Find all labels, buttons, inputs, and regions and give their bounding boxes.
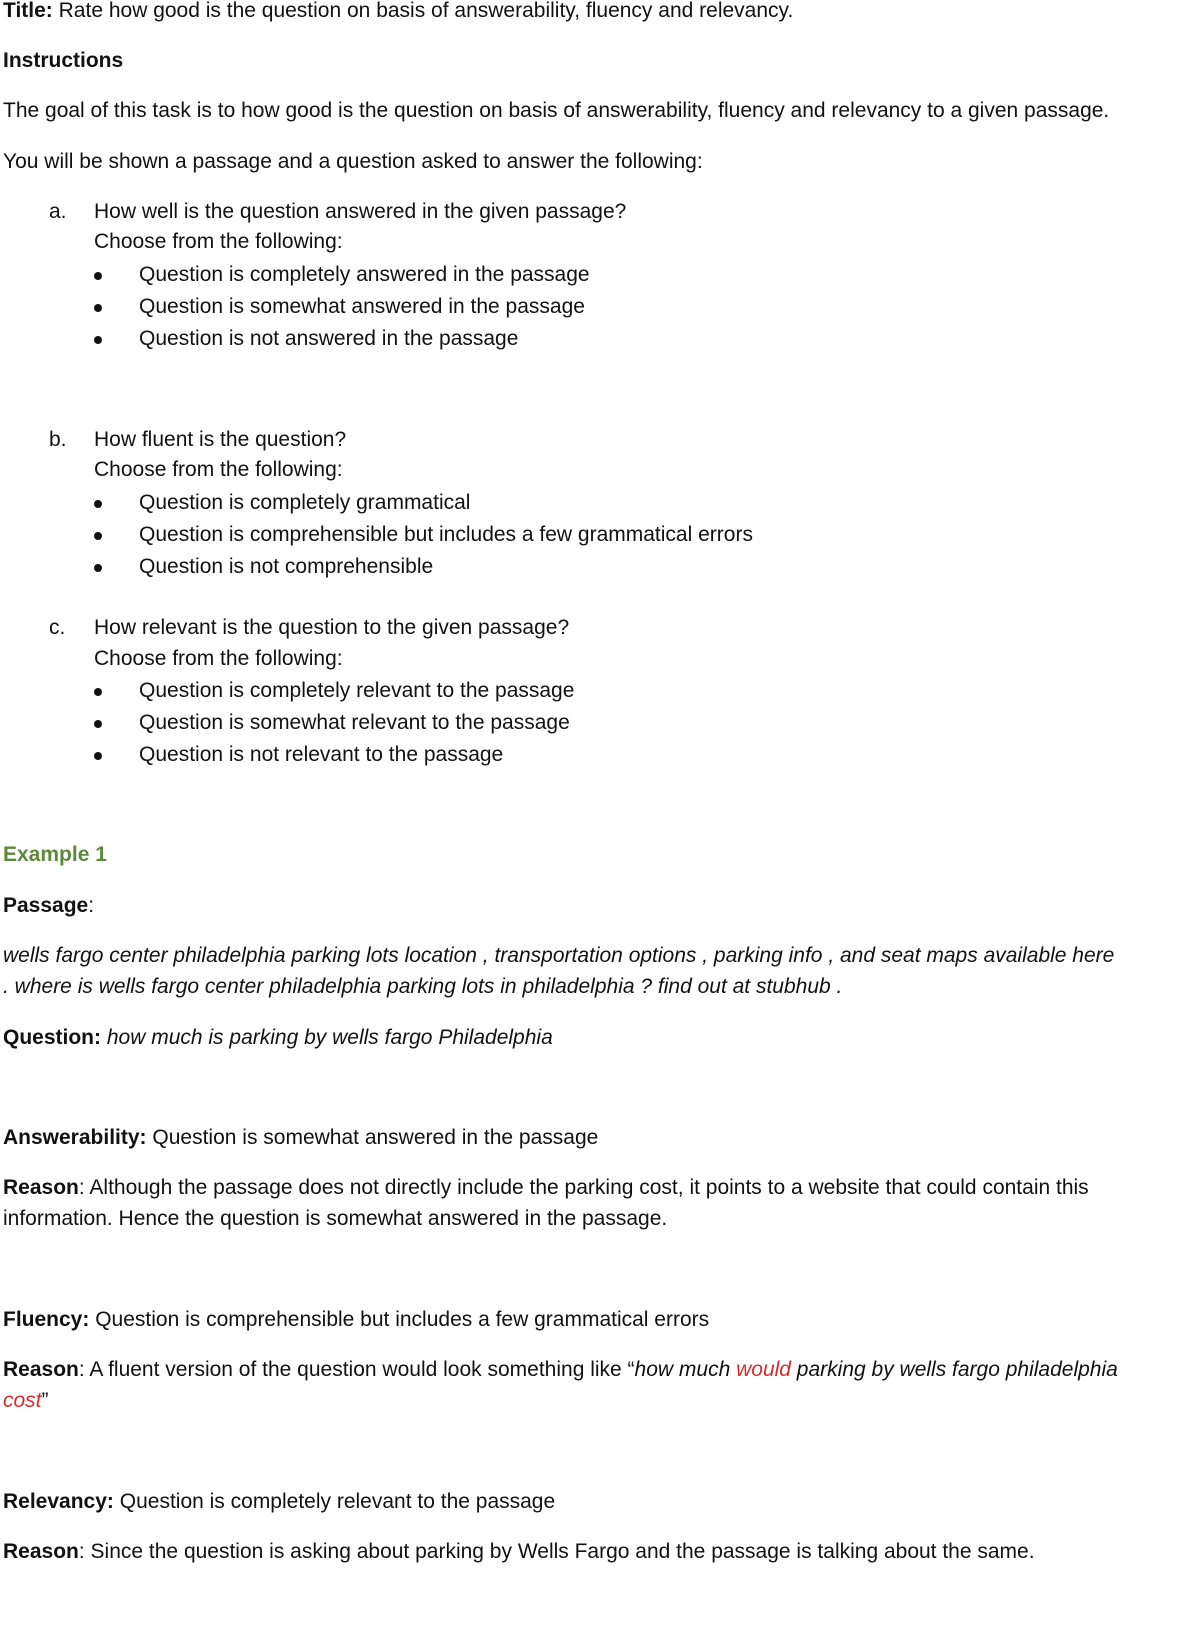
question-label: Question: [3,1026,101,1049]
bullet-icon [94,720,102,728]
item-b-option-3: Question is not comprehensible [139,555,434,578]
item-b-option-2: Question is comprehensible but includes a few grammatical errors [139,523,753,546]
reason-label: Reason [3,1358,79,1381]
bullet-icon [94,336,102,344]
item-b-question: How fluent is the question? [94,428,347,451]
instructions-goal: The goal of this task is to how good is the question on basis of answerability, fluency and relevancy to a given passage. [3,99,1110,122]
question-text: how much is parking by wells fargo Philadelphia [106,1026,553,1049]
relevancy-label: Relevancy: [3,1490,114,1513]
item-c-option-3: Question is not relevant to the passage [139,743,504,766]
bullet-icon [94,752,102,760]
fluency-reason-suffix: ” [41,1389,49,1412]
passage-label-line [3,890,94,922]
item-c-choose: Choose from the following: [94,647,343,670]
item-c-option-2: Question is somewhat relevant to the passage [139,711,570,734]
item-c-question: How relevant is the question to the given passage? [94,616,570,639]
item-a-letter: a. [49,200,67,223]
fluency-line [3,1304,709,1336]
title-text: Rate how good is the question on basis of answerability, fluency and relevancy. [58,0,794,22]
bullet-icon [94,500,102,508]
relevancy-reason-line [3,1536,1035,1568]
bullet-icon [94,532,102,540]
relevancy-line [3,1486,555,1518]
fluency-reason-question-part-2: parking by wells fargo philadelphia [790,1358,1118,1381]
fluency-reason-prefix: A fluent version of the question would look something like “ [89,1358,635,1381]
bullet-icon [94,688,102,696]
question-line [3,1022,553,1054]
bullet-icon [94,564,102,572]
instructions-heading: Instructions [3,49,124,72]
item-a-option-3: Question is not answered in the passage [139,327,519,350]
relevancy-reason-text: Since the question is asking about parking by Wells Fargo and the passage is talking about the same. [90,1540,1035,1563]
answerability-value: Question is somewhat answered in the passage [152,1126,599,1149]
item-c-letter: c. [49,616,66,639]
bullet-icon [94,272,102,280]
passage-text-line-2: . where is wells fargo center philadelphia parking lots in philadelphia ? find out at stubhub . [3,975,843,998]
reason-colon: : [78,1358,85,1381]
reason-colon: : [78,1540,85,1563]
relevancy-value: Question is completely relevant to the passage [119,1490,556,1513]
reason-label: Reason [3,1540,79,1563]
item-a-option-1: Question is completely answered in the passage [139,263,590,286]
answerability-line [3,1122,598,1154]
item-b-option-1: Question is completely grammatical [139,491,471,514]
answerability-reason-line-1 [3,1172,1089,1204]
passage-label: Passage [3,894,89,917]
fluency-reason-line-1 [3,1354,1118,1386]
item-c-option-1: Question is completely relevant to the passage [139,679,575,702]
item-b-choose: Choose from the following: [94,458,343,481]
passage-colon: : [88,894,95,917]
item-a-option-2: Question is somewhat answered in the passage [139,295,585,318]
answerability-label: Answerability: [3,1126,147,1149]
passage-text-line-1: wells fargo center philadelphia parking lots location , transportation options , parking info , and seat maps available here [3,944,1115,967]
fluency-reason-highlight-cost: cost [3,1389,42,1412]
title-label: Title: [3,0,53,22]
reason-colon: : [78,1176,85,1199]
fluency-reason-question-part-1: how much [634,1358,737,1381]
reason-label: Reason [3,1176,79,1199]
fluency-reason-highlight-would: would [736,1358,791,1381]
answerability-reason-line-2: information. Hence the question is somewhat answered in the passage. [3,1207,668,1230]
item-b-letter: b. [49,428,67,451]
item-a-question: How well is the question answered in the given passage? [94,200,627,223]
fluency-label: Fluency: [3,1308,90,1331]
title-line [3,0,793,27]
item-a-choose: Choose from the following: [94,230,343,253]
example-heading: Example 1 [3,843,107,866]
bullet-icon [94,304,102,312]
fluency-value: Question is comprehensible but includes a few grammatical errors [95,1308,710,1331]
instructions-intro: You will be shown a passage and a question asked to answer the following: [3,150,703,173]
fluency-reason-line-2 [3,1385,49,1417]
answerability-reason-text-1: Although the passage does not directly include the parking cost, it points to a website that could contain this [89,1176,1089,1199]
